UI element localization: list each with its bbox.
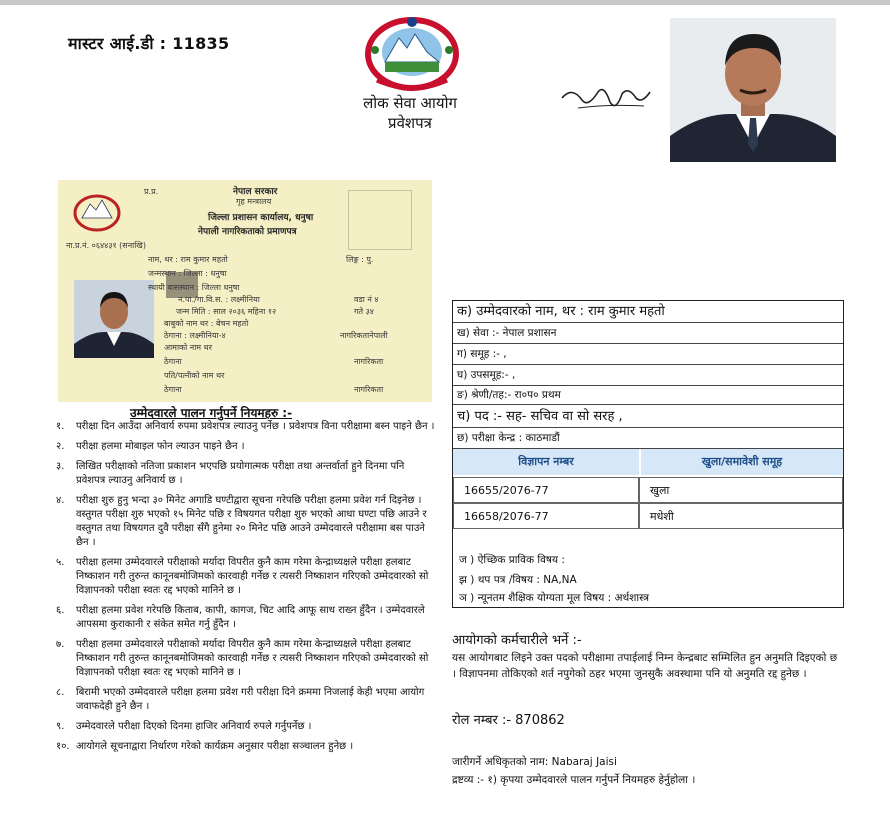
- adv-header-group: खुला/समावेशी समूह: [641, 449, 843, 475]
- rule-number: १०.: [56, 741, 70, 752]
- certificate-line: ना.प्र.नं. ०६४४३१ (सनाखि): [66, 241, 146, 250]
- rule-item: [56, 604, 436, 632]
- roll-number: रोल नम्बर :- 870862: [452, 713, 565, 728]
- certificate-line: ठेगाना : लक्ष्मीनिया-४: [164, 331, 226, 340]
- rule-text: लिखित परीक्षाको नतिजा प्रकाशन भएपछि प्रयोगात्मक परीक्षा तथा अन्तर्वार्ता हुने दिनमा पनि प्रवेशपत्र ल्याउनु अनिवार्य छ ।: [76, 461, 405, 486]
- rule-item: [56, 638, 436, 680]
- rule-text: बिरामी भएको उम्मेदवारले परीक्षा हलमा प्रवेश गरी परीक्षा दिने क्रममा निजलाई केही भएमा आयोग जवाफदेही हुने छैन ।: [76, 687, 425, 712]
- certificate-line: जन्म मिति : साल २०३६ महिना १२: [176, 307, 277, 316]
- candidate-photo: [670, 18, 836, 162]
- rule-number: ८.: [56, 687, 65, 698]
- rule-text: उम्मेदवारले परीक्षा दिएको दिनमा हाजिर अनिवार्य रुपले गर्नुपर्नेछ ।: [76, 721, 312, 732]
- rule-number: ७.: [56, 639, 65, 650]
- candidate-portrait-icon: [670, 18, 836, 162]
- candidate-info-box: [452, 300, 844, 608]
- rule-number: ४.: [56, 495, 65, 506]
- certificate-line: ठेगाना: [164, 385, 182, 394]
- master-id: मास्टर आई.डी : 11835: [68, 34, 230, 53]
- candidate-name: क) उम्मेदवारको नाम, थर : राम कुमार महतो: [453, 301, 843, 323]
- certificate-portrait-icon: [74, 280, 154, 358]
- staff-permission-text: यस आयोगबाट लिइने उक्त पदको परीक्षामा तपाईलाई निम्न केन्द्रबाट सम्मिलित हुन अनुमति दिइएको छ । विज्ञापनमा तोकिएको शर्त नपुगेको ठहर भएमा जुनसुकै अवस्थामा पनि यो अनुमति रद्द हुनेछ ।: [452, 652, 838, 680]
- rule-item: [56, 740, 436, 754]
- rule-item: [56, 420, 436, 434]
- certificate-line: लिङ्ग : पु.: [346, 255, 374, 264]
- rule-text: परीक्षा दिन आउँदा अनिवार्य रुपमा प्रवेशपत्र ल्याउनु पर्नेछ । प्रवेशपत्र विना परीक्षामा बस्न पाइने छैन ।: [76, 421, 435, 432]
- adv-row-2-number: 16658/2076-77: [453, 503, 639, 529]
- rule-item: [56, 460, 436, 488]
- advertisement-table: [453, 449, 843, 531]
- rule-number: ५.: [56, 557, 65, 568]
- rule-text: परीक्षा शुरु हुनु भन्दा ३० मिनेट अगाडि घण्टीद्वारा सूचना गरेपछि परीक्षा हलमा प्रवेश गर्न दिइनेछ । वस्तुगत परीक्षा शुरु भएको १५ मिनेट पछि र विषयगत परीक्षा शुरु भएको आधा घण्टा पछि आउने र वस्तुगत तथा विषयगत दुवै परीक्षा सँगै हुनेमा २० मिनेट पछि आउने उम्मेदवारले परीक्षामा बस पाउने छैन ।: [76, 495, 427, 548]
- certificate-line: नागरिकता: [354, 357, 384, 366]
- certificate-line: स्थायी बासस्थान : जिल्ला धनुषा: [148, 283, 240, 292]
- rules-list: [56, 420, 436, 760]
- additional-paper: झ ) थप पत्र /विषय : NA,NA: [459, 574, 577, 586]
- rule-number: २.: [56, 441, 65, 452]
- optional-subject: ज ) ऐच्छिक प्राविक विषय :: [459, 554, 565, 566]
- rule-text: परीक्षा हलमा उम्मेदवारले परीक्षाको मर्यादा विपरीत कुनै काम गरेमा केन्द्राध्यक्षले परीक्षा हलबाट निष्काशन गरी तुरुन्त कानूनबमोजिमको कारवाही गर्नेछ र त्यसरी निष्काशन गरिएको उम्मेदवारको सो विज्ञापनको परीक्षा स्वतः रद्द भएको मानिने छ ।: [76, 639, 429, 678]
- certificate-line: गृह मन्त्रालय: [236, 197, 272, 206]
- rule-text: परीक्षा हलमा उम्मेदवारले परीक्षाको मर्यादा विपरीत कुनै काम गरेमा केन्द्राध्यक्षले परीक्षा हलबाट निष्काशन गरी तुरुन्त कानूनबमोजिमको कारवाही गर्नेछ र त्यसरी निष्काशन गरिएको उम्मेदवारको सो विज्ञापनको परीक्षा स्वतः रद्द भएको मानिने छ ।: [76, 557, 429, 596]
- rule-number: ९.: [56, 721, 65, 732]
- citizenship-certificate: [58, 180, 432, 402]
- nepal-emblem-icon: [363, 14, 461, 94]
- certificate-line: नागरिकता: [354, 385, 384, 394]
- candidate-group: ग) समूह :- ,: [453, 344, 843, 365]
- certificate-line: न.पा./गा.वि.स. : लक्ष्मीनिया: [178, 295, 260, 304]
- candidate-class: ङ) श्रेणी/तह:- रा०प० प्रथम: [453, 386, 843, 405]
- rule-text: परीक्षा हलमा मोबाइल फोन ल्याउन पाइने छैन ।: [76, 441, 245, 452]
- rule-item: [56, 440, 436, 454]
- rules-title: उम्मेदवारले पालन गर्नुपर्ने नियमहरु :-: [130, 406, 293, 420]
- adv-row-1-number: 16655/2076-77: [453, 477, 639, 503]
- candidate-signature-icon: [558, 82, 658, 116]
- minimum-qualification: ञ ) न्यूनतम शैक्षिक योग्यता मूल विषय : अर्थशास्त्र: [459, 592, 649, 604]
- certificate-line: वडा नं ४: [354, 295, 379, 304]
- top-border: [0, 0, 890, 5]
- certificate-line: गते ३४: [354, 307, 374, 316]
- adv-row-1-group: खुला: [639, 477, 843, 503]
- rule-item: [56, 556, 436, 598]
- certificate-line: जिल्ला प्रशासन कार्यालय, धनुषा: [208, 213, 314, 223]
- issuing-officer: जारीगर्ने अधिकृतको नाम: Nabaraj Jaisi: [452, 756, 617, 768]
- candidate-subgroup: घ) उपसमूह:- ,: [453, 365, 843, 386]
- rule-item: [56, 686, 436, 714]
- certificate-photo: [74, 280, 154, 358]
- certificate-line: पति/पत्नीको नाम थर: [164, 371, 225, 380]
- doc-title: प्रवेशपत्र: [388, 114, 432, 132]
- certificate-line: बाबुको नाम थर : बेचन महतो: [164, 319, 249, 328]
- staff-section-title: आयोगको कर्मचारीले भर्ने :-: [452, 633, 582, 648]
- certificate-line: प्र.प्र.: [144, 187, 159, 196]
- rule-number: ६.: [56, 605, 65, 616]
- certificate-line: नेपाल सरकार: [233, 187, 278, 197]
- rule-number: १.: [56, 421, 65, 432]
- rule-text: परीक्षा हलमा प्रवेश गरेपछि किताब, कापी, कागज, चिट आदि आफू साथ राख्न हुँदैन । उम्मेदवारले आपसमा कुराकानी र संकेत समेत गर्नु हुँदैन ।: [76, 605, 425, 630]
- adv-header-number: विज्ञापन नम्बर: [453, 449, 639, 475]
- adv-row-2-group: मधेशी: [639, 503, 843, 529]
- candidate-post: च) पद :- सह- सचिव वा सो सरह ,: [453, 405, 843, 428]
- rule-text: आयोगले सूचनाद्वारा निर्धारण गरेको कार्यक्रम अनुसार परीक्षा सञ्चालन हुनेछ ।: [76, 741, 354, 752]
- organization-heading: [345, 93, 475, 133]
- certificate-line: आमाको नाम थर: [164, 343, 213, 352]
- certificate-line: ठेगाना: [164, 357, 182, 366]
- rule-number: ३.: [56, 461, 65, 472]
- certificate-line: जन्मस्थान : जिल्ला : धनुषा: [148, 269, 227, 278]
- org-name: लोक सेवा आयोग: [363, 94, 457, 112]
- rule-item: [56, 720, 436, 734]
- certificate-line: नाम, थर : राम कुमार महतो: [148, 255, 228, 264]
- certificate-line: नेपाली नागरिकताको प्रमाणपत्र: [198, 227, 297, 237]
- candidate-service: ख) सेवा :- नेपाल प्रशासन: [453, 323, 843, 344]
- government-emblem-icon: [72, 192, 122, 234]
- certificate-stamp-box: [348, 190, 412, 250]
- certificate-line: नागरिकतानेपाली: [340, 331, 388, 340]
- footnote: द्रष्टव्य :- १) कृपया उम्मेदवारले पालन गर्नुपर्ने नियमहरु हेर्नुहोला ।: [452, 774, 696, 786]
- candidate-center: छ) परीक्षा केन्द्र : काठमाडौं: [453, 428, 843, 449]
- rule-item: [56, 494, 436, 550]
